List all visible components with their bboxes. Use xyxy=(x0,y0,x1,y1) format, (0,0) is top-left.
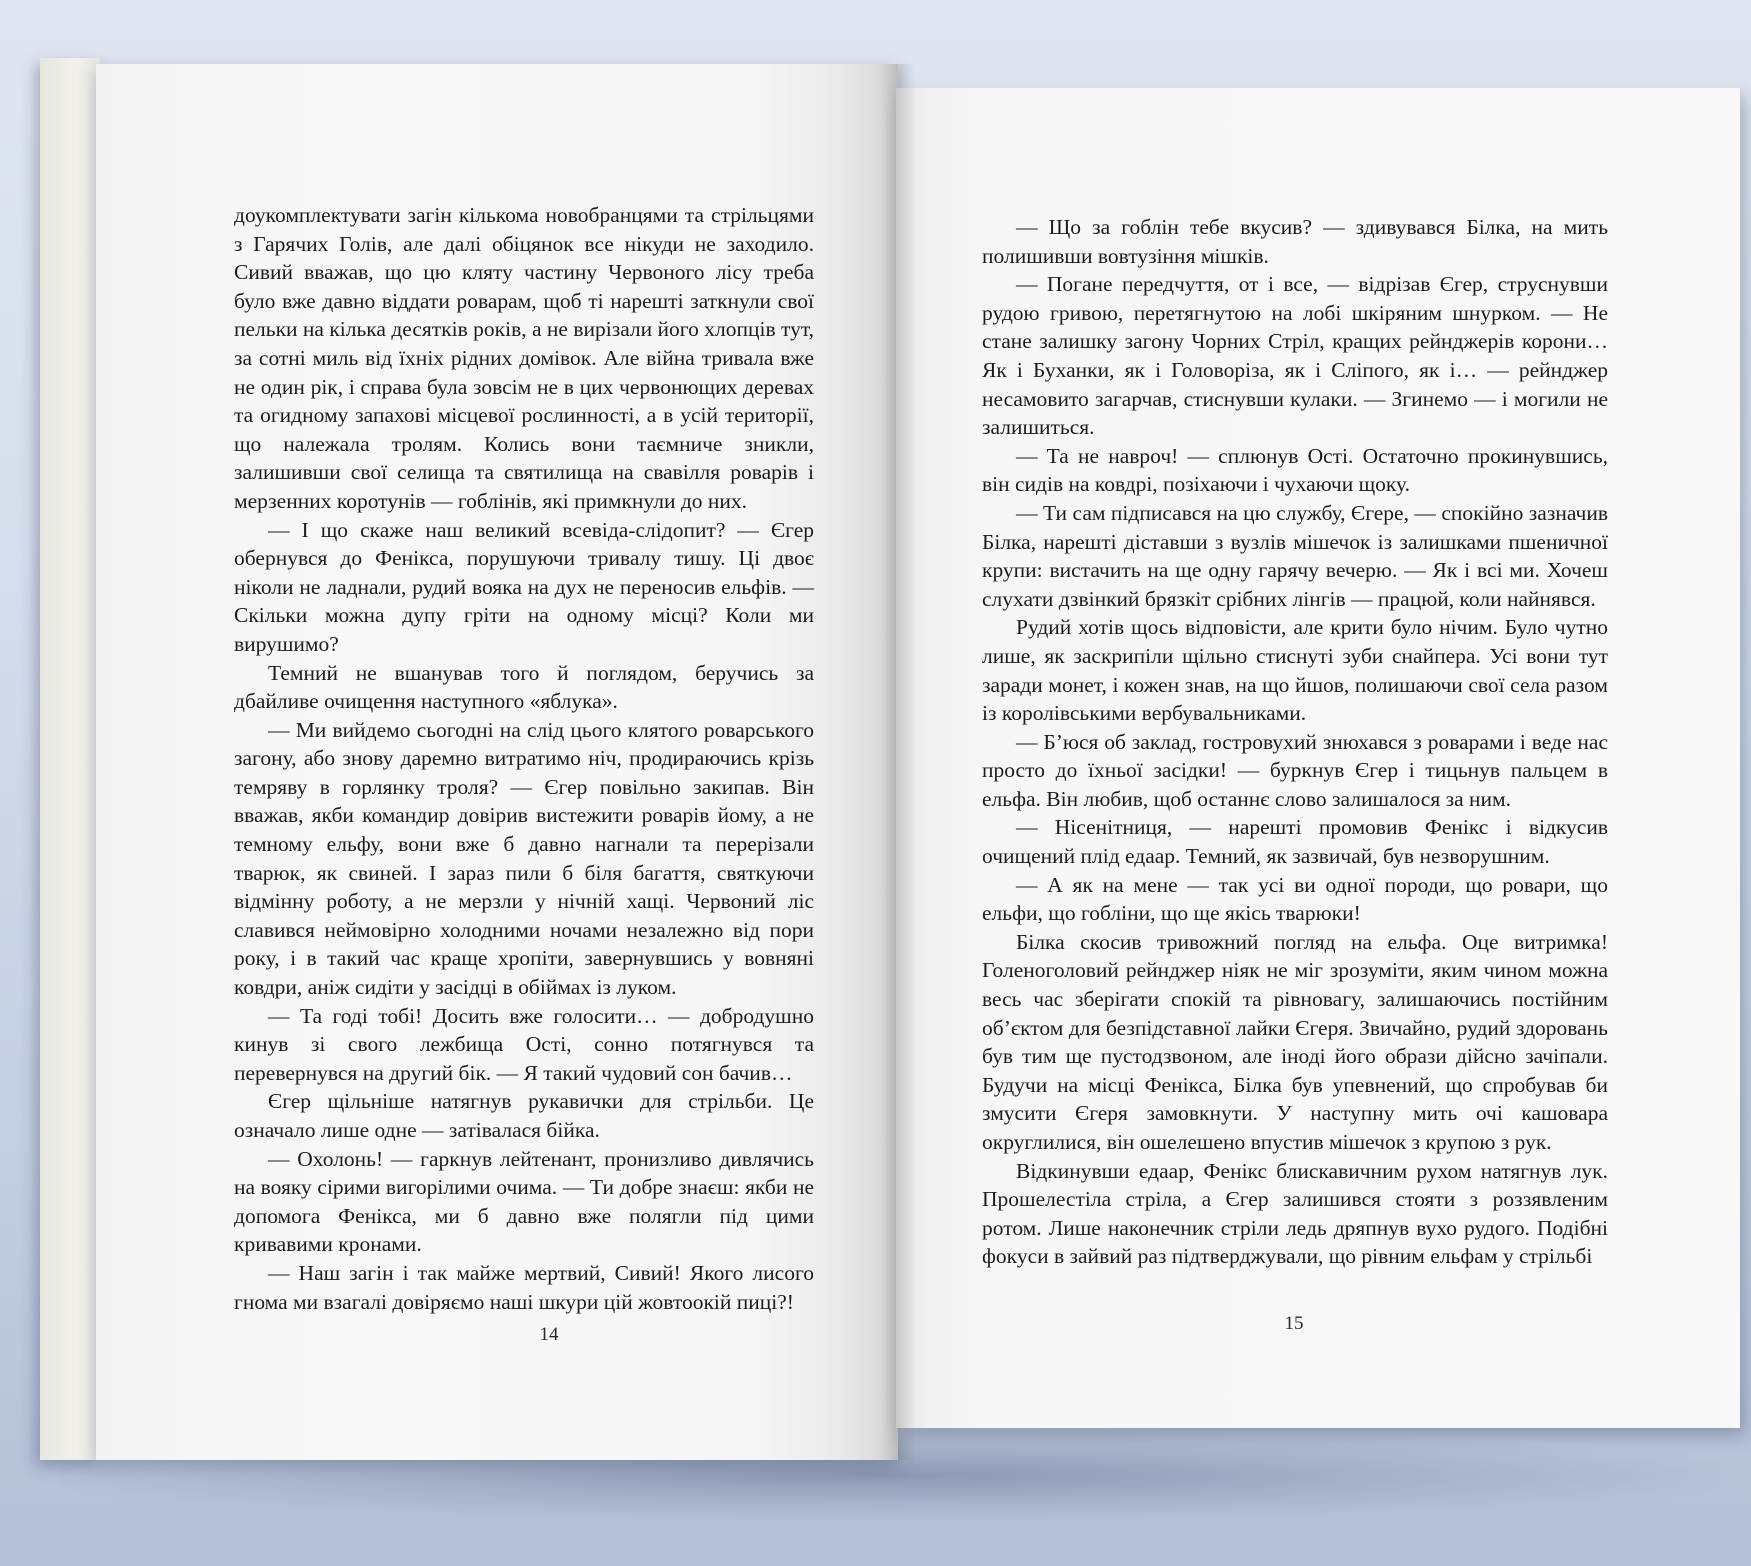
paragraph: Єгер щільніше натягнув рукавички для стрільби. Це означало лише одне — затівалася бійка. xyxy=(234,1089,814,1142)
paragraph: — Погане передчуття, от і все, — відрізав Єгер, струснувши рудою гривою, перетягнутою на лобі шкіряним шнурком. — Не стане залишку загону Чорних Стріл, кращих рейнджерів корони… Як і Буханки, як і Головоріза, як і Сліпого, як і… — рейнджер несамовито загарчав, стиснувши кулаки. — Згинемо — і могили не залишиться. xyxy=(982,272,1608,440)
paragraph: Відкинувши едаар, Фенікс блискавичним рухом натягнув лук. Прошелестіла стріла, а Єгер залишився стояти з роззявленим ротом. Лише наконечник стріли ледь дряпнув вухо рудого. Подібні фокуси в зайвий раз підтверджували, що рівним ельфам у стрільбі xyxy=(982,1158,1608,1269)
left-page-text xyxy=(234,201,814,1316)
paragraph: — А як на мене — так усі ви одної породи, що ровари, що ельфи, що гобліни, що ще якісь тварюки! xyxy=(982,872,1608,926)
page-number-left: 14 xyxy=(539,1324,559,1345)
paragraph: — Нісенітниця, — нарешті промовив Фенікс і відкусив очищений плід едаар. Темний, як зазвичай, був незворушним. xyxy=(982,815,1608,869)
page-number-right: 15 xyxy=(1284,1313,1304,1334)
paragraph: Рудий хотів щось відповісти, але крити було нічим. Було чутно лише, як заскрипіли щільно стиснуті зуби снайпера. Усі вони тут заради монет, і кожен знав, на що йшов, полишаючи свої села разом із королівськими вербувальниками. xyxy=(982,615,1608,726)
page-stack-edge xyxy=(40,58,100,1460)
paragraph: Білка скосив тривожний погляд на ельфа. Оце витримка! Голеноголовий рейнджер ніяк не міг зрозуміти, яким чином можна весь час зберігати спокій та рівновагу, залишаючись постійним об’єктом для безпідставної лайки Єгеря. Звичайно, рудий здоровань був тим ще пустодзвоном, але іноді його образи дійсно зачіпали. Будучи на місці Фенікса, Білка був упевнений, що спробував би змусити Єгеря замовкнути. У наступну мить очі кашовара округлилися, він ошелешено впустив мішечок з крупою з рук. xyxy=(982,929,1608,1154)
right-page-text xyxy=(982,213,1608,1271)
paragraph: — Б’юся об заклад, гостровухий знюхався з роварами і веде нас просто до їхньої засідки! — буркнув Єгер і тицьнув пальцем в ельфа. Він любив, щоб останнє слово залишалося за ним. xyxy=(982,729,1608,811)
paragraph: — Ти сам підписався на цю службу, Єгере, — спокійно зазначив Білка, нарешті діставши з вузлів мішечок із залишками пшеничної крупи: вистачить на ще одну гарячу вечерю. — Як і всі ми. Хочеш слухати дзвінкий брязкіт срібних лінгів — працюй, коли найнявся. xyxy=(982,500,1608,611)
paragraph: — Та годі тобі! Досить вже голосити… — добродушно кинув зі свого лежбища Ості, сонно потягнувся та перевернувся на другий бік. — Я такий чудовий сон бачив… xyxy=(234,1003,814,1085)
paragraph: — Ми вийдемо сьогодні на слід цього клятого роварського загону, або знову даремно витратимо ніч, продираючись крізь темряву в горлянку троля? — Єгер повільно закипав. Він вважав, якби командир довірив вистежити роварів йому, а не темному ельфу, вони вже б давно нагнали та перерізали тварюк, як свиней. І зараз пили б біля багаття, святкуючи відмінну роботу, а не мерзли у нічній хащі. Червоний ліс славився неймовірно холодними ночами незалежно від пори року, і в такий час краще хропіти, завернувшись у вовняні ковдри, аніж сидіти у засідці в обіймах із луком. xyxy=(234,717,814,1000)
paragraph: доукомплектувати загін кількома новобранцями та стрільцями з Гарячих Голів, але далі обіцянок все нікуди не заходило. Сивий вважав, що цю кляту частину Червоного лісу треба було вже давно віддати роварам, щоб ті нарешті заткнули свої пельки на кілька десятків років, а не вирізали його хлопців тут, за сотні миль від їхніх рідних домівок. Але війна тривала вже не один рік, і справа була зовсім не в цих червонющих деревах та огидному запахові місцевої рослинності, а в усій території, що належала тролям. Колись вони таємниче зникли, залишивши свої селища та святилища на свавілля роварів і мерзенних коротунів — гоблінів, які примкнули до них. xyxy=(234,203,814,513)
paragraph: Темний не вшанував того й поглядом, беручись за дбайливе очищення наступного «яблука». xyxy=(234,660,814,714)
paragraph: — Що за гоблін тебе вкусив? — здивувався Білка, на мить полишивши вовтузіння мішків. xyxy=(982,215,1608,268)
paragraph: — Та не навроч! — сплюнув Ості. Остаточно прокинувшись, він сидів на ковдрі, позіхаючи і чухаючи щоку. xyxy=(982,443,1608,497)
paragraph: — Наш загін і так майже мертвий, Сивий! Якого лисого гнома ми взагалі довіряємо наші шкури цій жовтоокій пиці?! xyxy=(234,1260,814,1314)
paragraph: — І що скаже наш великий всевіда-слідопит? — Єгер обернувся до Фенікса, порушуючи тривалу тишу. Ці двоє ніколи не ладнали, рудий вояка на дух не переносив ельфів. — Скільки можна дупу гріти на одному місці? Коли ми вирушимо? xyxy=(234,517,814,656)
paragraph: — Охолонь! — гаркнув лейтенант, пронизливо дивлячись на вояку сірими вигорілими очима. — Ти добре знаєш: якби не допомога Фенікса, ми б давно вже полягли під цими кривавими кронами. xyxy=(234,1146,814,1257)
book-gutter xyxy=(880,64,916,1460)
